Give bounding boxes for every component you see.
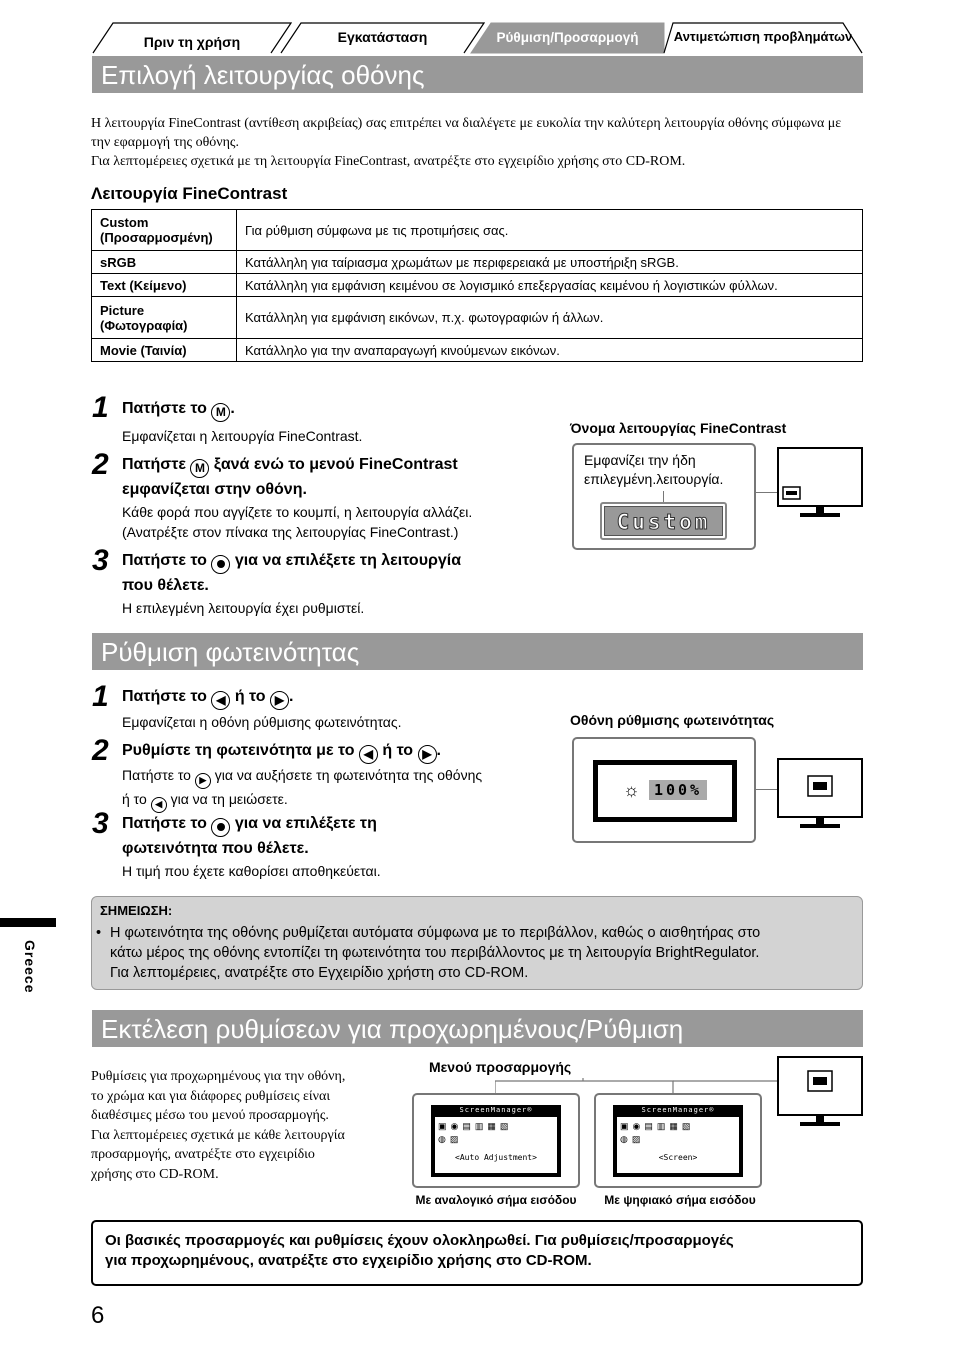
finecontrast-figure	[572, 443, 756, 550]
tab-label: Αντιμετώπιση προβλημάτων	[673, 29, 853, 44]
table-desc: Κατάλληλο για την αναπαραγωγή κινούμενων εικόνων.	[237, 339, 863, 362]
menu-title: ScreenManager®	[641, 1106, 715, 1114]
side-tab-bar	[0, 918, 56, 927]
table-row	[92, 251, 863, 274]
step-desc: Η τιμή που έχετε καθορίσει αποθηκεύεται.	[122, 863, 381, 879]
table-title: Λειτουργία FineContrast	[91, 184, 288, 203]
step-number: 3	[92, 807, 109, 840]
brightness-figure	[572, 737, 756, 843]
brightness-value: 100%	[649, 780, 707, 800]
menu-title: ScreenManager®	[459, 1106, 533, 1114]
right-arrow-icon: ▶	[418, 745, 437, 764]
language-label: Greece	[22, 940, 38, 994]
menu-item: <Screen>	[658, 1153, 698, 1162]
step-number: 1	[92, 391, 109, 424]
table-desc: Για ρύθμιση σύμφωνα με τις προτιμήσεις σας.	[237, 210, 863, 251]
step-desc: Εμφανίζεται η λειτουργία FineContrast.	[122, 428, 363, 444]
brightness-osd	[593, 760, 737, 822]
mode-label: Custom	[604, 506, 723, 536]
tab-installation[interactable]	[280, 22, 485, 54]
section-title-brightness: Ρύθμιση φωτεινότητας	[92, 633, 863, 670]
tab-troubleshooting[interactable]	[663, 22, 863, 54]
digital-caption: Με ψηφιακό σήμα εισόδου	[604, 1193, 756, 1207]
right-arrow-icon: ▶	[195, 773, 211, 789]
enter-button-icon	[211, 818, 230, 837]
figure-note: Εμφανίζει την ήδη επιλεγμένη.λειτουργία.	[584, 452, 724, 487]
menu-connector-lines	[495, 1078, 780, 1094]
left-arrow-icon: ◀	[151, 797, 167, 813]
table-key: Picture (Φωτογραφία)	[92, 297, 237, 339]
advanced-text: Ρυθμίσεις για προχωρημένους για την οθόνη, το χρώμα και για διάφορες ρυθμίσεις είναι διαθέσιμες μέσω του μενού προσαρμογής. Για λεπτομέρειες σχετικά με κάθε λειτουργία προσαρμογής, ανατρέξτε στο εγχειρίδιο χρήσης στο CD-ROM.	[91, 1069, 346, 1182]
table-key: sRGB	[92, 251, 237, 274]
monitor-icon	[776, 1055, 864, 1129]
mode-button-icon: M	[190, 459, 209, 478]
table-desc: Κατάλληλη για εμφάνιση κειμένου σε λογισμικό επεξεργασίας κειμένου ή λογιστικών φύλλων.	[237, 274, 863, 297]
table-key: Text (Κείμενο)	[92, 274, 237, 297]
connector-line	[756, 789, 778, 790]
step-number: 1	[92, 680, 109, 713]
tab-label: Ρύθμιση/Προσαρμογή	[496, 30, 639, 45]
section-title-advanced: Εκτέλεση ρυθμίσεων για προχωρημένους/Ρύθμιση	[92, 1010, 863, 1047]
section-title-display-mode: Επιλογή λειτουργίας οθόνης	[92, 56, 863, 93]
left-arrow-icon: ◀	[359, 745, 378, 764]
intro-paragraph: Για λεπτομέρειες σχετικά με τη λειτουργία FineContrast, ανατρέξτε στο εγχειρίδιο χρήσης στο CD-ROM.	[91, 154, 686, 169]
sun-icon: ☼	[623, 780, 640, 800]
monitor-icon	[776, 446, 864, 520]
menu-icons: ◍▨	[620, 1134, 645, 1144]
finecontrast-table	[91, 209, 863, 362]
intro-text	[91, 114, 861, 171]
step-desc: Εμφανίζεται η οθόνη ρύθμισης φωτεινότητας.	[122, 714, 402, 730]
right-arrow-icon: ▶	[270, 691, 289, 710]
step-title: Πατήστε M ξανά ενώ το μενού FineContrast εμφανίζεται στην οθόνη.	[122, 456, 458, 498]
tab-label: Εγκατάσταση	[337, 29, 428, 45]
summary-text: Οι βασικές προσαρμογές και ρυθμίσεις έχουν ολοκληρωθεί. Για ρυθμίσεις/προσαρμογές για προχωρημένους, ανατρέξτε στο εγχειρίδιο χρήσης στο CD-ROM.	[105, 1232, 734, 1269]
left-arrow-icon: ◀	[211, 691, 230, 710]
analog-menu-figure	[412, 1093, 580, 1188]
step-title: Πατήστε το M .	[122, 397, 235, 422]
tab-setup-adjustment[interactable]	[470, 22, 665, 54]
page-number: 6	[91, 1302, 105, 1329]
monitor-icon	[776, 757, 864, 831]
step-number: 2	[92, 448, 109, 481]
table-key: Custom (Προσαρμοσμένη)	[92, 210, 237, 251]
table-row	[92, 339, 863, 362]
table-key: Movie (Ταινία)	[92, 339, 237, 362]
note-title: ΣΗΜΕΙΩΣΗ:	[100, 903, 173, 918]
step-desc: Η επιλεγμένη λειτουργία έχει ρυθμιστεί.	[122, 600, 365, 616]
table-row	[92, 210, 863, 251]
tab-before-use[interactable]	[92, 22, 292, 54]
figure-caption: Οθόνη ρύθμισης φωτεινότητας	[570, 712, 775, 728]
step-title: Πατήστε το για να επιλέξετε τη λειτουργία που θέλετε.	[122, 552, 462, 594]
table-row	[92, 297, 863, 339]
table-desc: Κατάλληλη για ταίριασμα χρωμάτων με περιφερειακά με υποστήριξη sRGB.	[237, 251, 863, 274]
note-text: Η φωτεινότητα της οθόνης ρυθμίζεται αυτόματα σύμφωνα με το περιβάλλον, καθώς ο αισθητήρας στο κάτω μέρος της οθόνης εντοπίζει τη φωτεινότητα του περιβάλλοντος με τη λειτουργία BrightRegulator. Για λεπτομέρειες, ανατρέξτε στο Εγχειρίδιο χρήστη στο CD-ROM.	[110, 925, 761, 981]
analog-caption: Με αναλογικό σήμα εισόδου	[415, 1193, 577, 1207]
step-desc: Κάθε φορά που αγγίζετε το κουμπί, η λειτουργία αλλάζει. (Ανατρέξτε στον πίνακα της λειτουργίας FineContrast.)	[122, 504, 473, 540]
menu-item: <Auto Adjustment>	[455, 1153, 537, 1162]
figure-caption: Όνομα λειτουργίας FineContrast	[570, 420, 787, 436]
menu-icons: ◍▨	[438, 1134, 463, 1144]
step-number: 3	[92, 544, 109, 577]
step-title: Πατήστε το για να επιλέξετε τη φωτεινότητα που θέλετε.	[122, 815, 377, 857]
menu-icons: ▣◉▤▥▦▧	[620, 1121, 695, 1131]
mode-button-icon: M	[211, 403, 230, 422]
tab-label: Πριν τη χρήση	[143, 34, 241, 50]
summary-box	[91, 1220, 863, 1286]
step-number: 2	[92, 734, 109, 767]
connector-line	[756, 492, 778, 493]
step-title: Πατήστε το ◀ ή το ▶ .	[122, 685, 293, 710]
figure-caption: Μενού προσαρμογής	[429, 1059, 572, 1075]
menu-icons: ▣◉▤▥▦▧	[438, 1121, 513, 1131]
digital-menu-figure	[594, 1093, 762, 1188]
table-row	[92, 274, 863, 297]
step-desc: Πατήστε το ▶ για να αυξήσετε τη φωτεινότητα της οθόνης ή το ◀ για να τη μειώσετε.	[122, 765, 482, 813]
note-box	[91, 896, 863, 990]
intro-paragraph: Η λειτουργία FineContrast (αντίθεση ακριβείας) σας επιτρέπει να διαλέγετε με ευκολία την καλύτερη λειτουργία οθόνης σύμφωνα με την εφαρμογή της οθόνης.	[91, 116, 842, 150]
step-title: Ρυθμίστε τη φωτεινότητα με το ◀ ή το ▶ .	[122, 739, 441, 764]
note-bullet: •	[96, 925, 102, 941]
mode-osd	[600, 502, 727, 540]
enter-button-icon	[211, 555, 230, 574]
table-desc: Κατάλληλη για εμφάνιση εικόνων, π.χ. φωτογραφιών ή άλλων.	[237, 297, 863, 339]
